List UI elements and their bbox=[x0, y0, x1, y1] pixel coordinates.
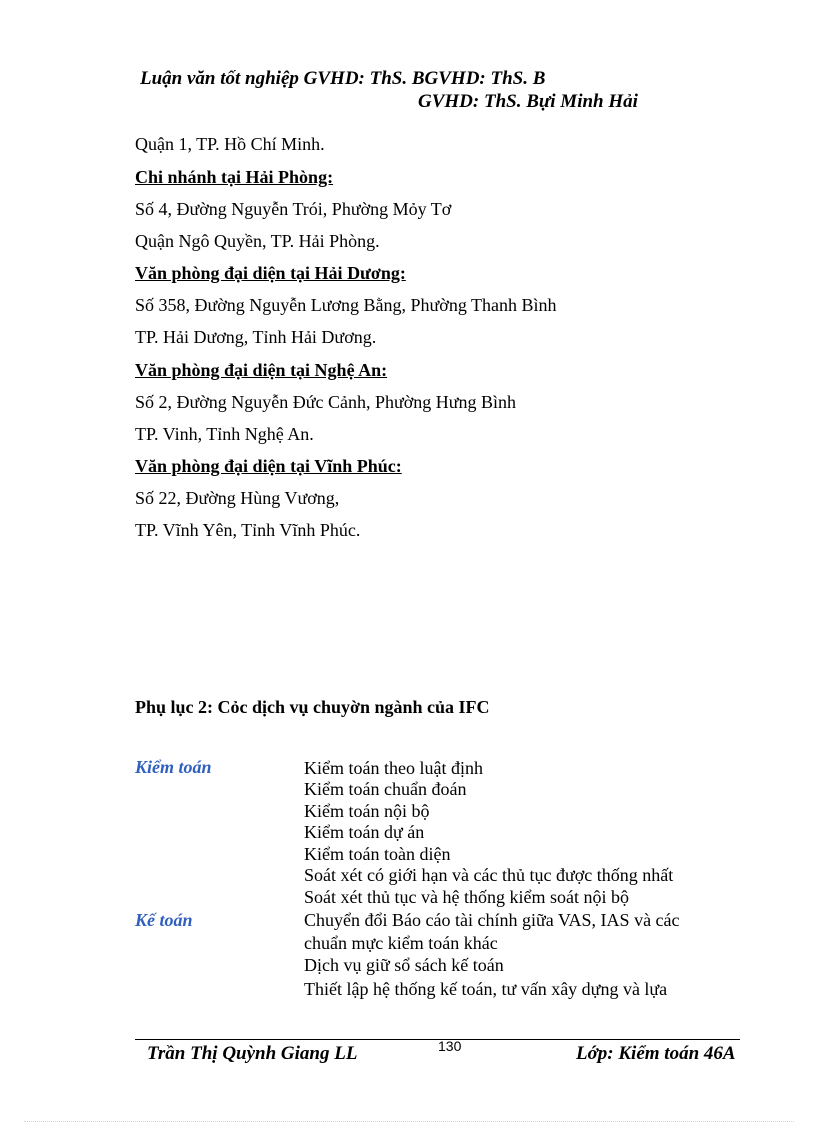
address-line: Số 2, Đường Nguyễn Đức Cảnh, Phường Hưng Bình bbox=[135, 392, 517, 412]
address-line: TP. Hải Dương, Tỉnh Hải Dương. bbox=[135, 327, 377, 347]
section-heading-hai-phong: Chi nhánh tại Hải Phòng: bbox=[135, 167, 334, 187]
service-item: Kiểm toán dự án bbox=[304, 822, 425, 842]
service-item: chuẩn mực kiểm toán khác bbox=[304, 933, 498, 953]
appendix-title: Phụ lục 2: Cỏc dịch vụ chuyờn ngành của IFC bbox=[135, 697, 490, 717]
header-supervisor-line: GVHD: ThS. Bựi Minh Hải bbox=[418, 91, 638, 112]
address-line: Số 4, Đường Nguyễn Trói, Phường Mỏy Tơ bbox=[135, 199, 452, 219]
service-item: Kiểm toán nội bộ bbox=[304, 801, 430, 821]
service-item: Thiết lập hệ thống kế toán, tư vấn xây dựng và lựa bbox=[304, 979, 668, 999]
section-heading-vinh-phuc: Văn phòng đại diện tại Vĩnh Phúc: bbox=[135, 456, 402, 476]
page-number: 130 bbox=[438, 1038, 462, 1054]
service-item: Chuyển đổi Báo cáo tài chính giữa VAS, IAS và các bbox=[304, 910, 680, 930]
address-line: Quận 1, TP. Hồ Chí Minh. bbox=[135, 134, 325, 154]
service-item: Dịch vụ giữ sổ sách kế toán bbox=[304, 955, 504, 975]
address-line: Số 22, Đường Hùng Vương, bbox=[135, 488, 340, 508]
service-item: Soát xét có giới hạn và các thủ tục được thống nhất bbox=[304, 865, 674, 885]
section-heading-hai-duong: Văn phòng đại diện tại Hải Dương: bbox=[135, 263, 406, 283]
address-line: Quận Ngô Quyền, TP. Hải Phòng. bbox=[135, 231, 380, 251]
category-accounting: Kế toán bbox=[135, 910, 193, 930]
address-line: TP. Vĩnh Yên, Tỉnh Vĩnh Phúc. bbox=[135, 520, 361, 540]
address-line: Số 358, Đường Nguyễn Lương Bằng, Phường Thanh Bình bbox=[135, 295, 557, 315]
service-item: Kiểm toán theo luật định bbox=[304, 758, 483, 778]
page-bottom-edge bbox=[24, 1121, 794, 1122]
service-item: Kiểm toán chuẩn đoán bbox=[304, 779, 467, 799]
service-item: Kiểm toán toàn diện bbox=[304, 844, 451, 864]
address-line: TP. Vinh, Tỉnh Nghệ An. bbox=[135, 424, 314, 444]
service-item: Soát xét thủ tục và hệ thống kiểm soát nội bộ bbox=[304, 887, 629, 907]
footer-author: Trần Thị Quỳnh Giang LL bbox=[147, 1043, 358, 1064]
header-thesis-line: Luận văn tốt nghiệp GVHD: ThS. BGVHD: ThS. B bbox=[140, 68, 546, 89]
category-audit: Kiểm toán bbox=[135, 757, 212, 777]
section-heading-nghe-an: Văn phòng đại diện tại Nghệ An: bbox=[135, 360, 388, 380]
footer-class: Lớp: Kiểm toán 46A bbox=[576, 1043, 736, 1064]
